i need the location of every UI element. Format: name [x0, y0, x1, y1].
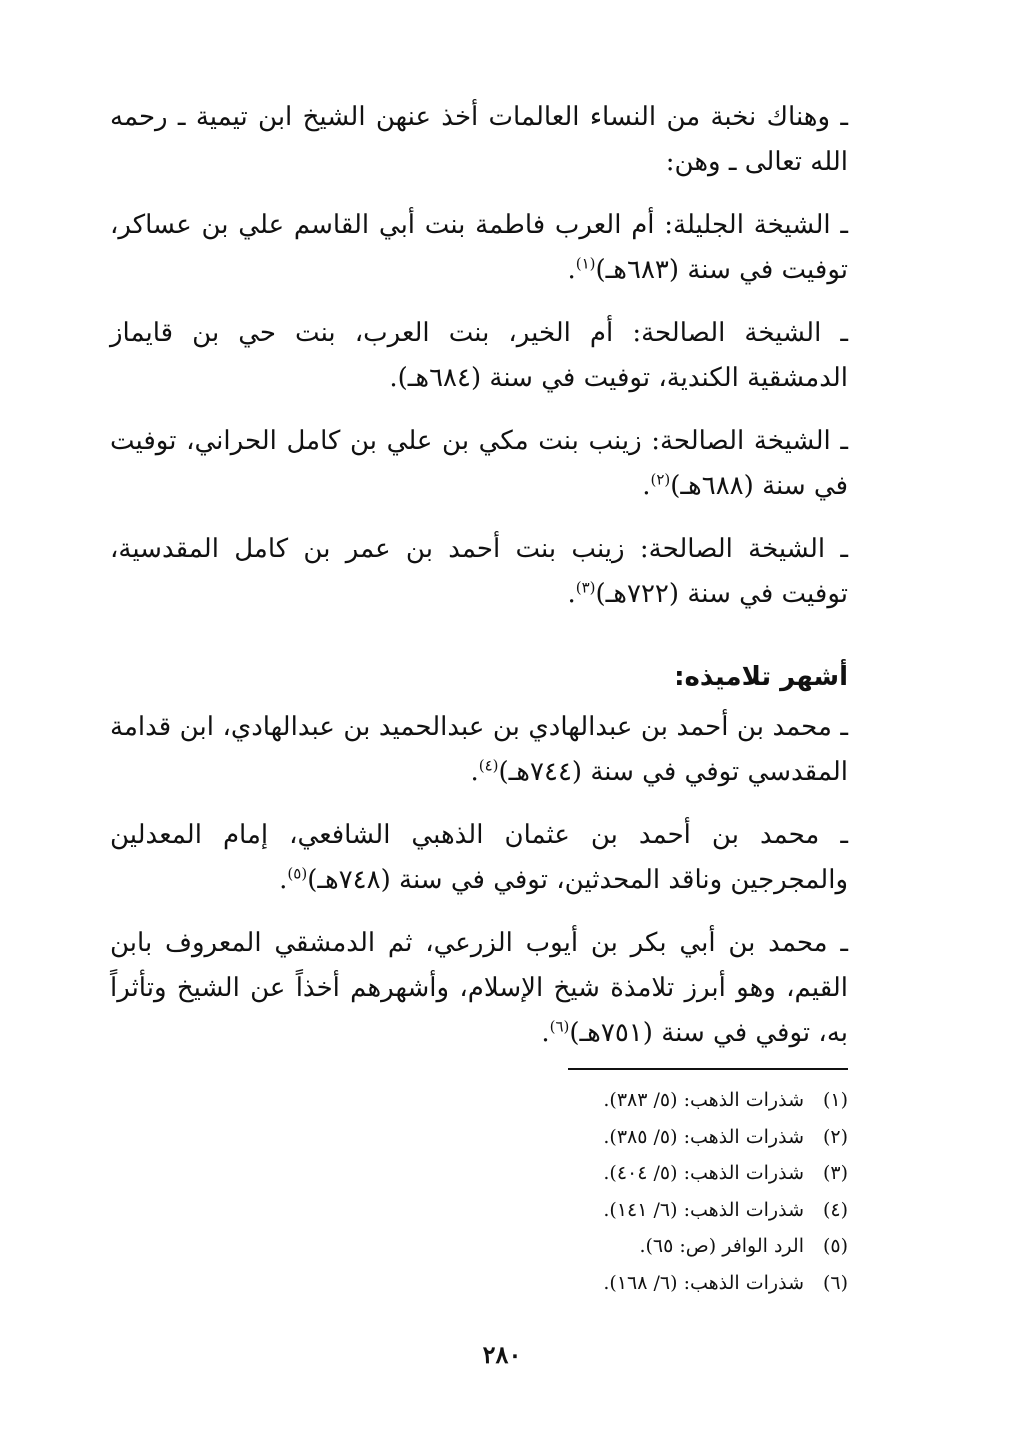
students-heading: أشهر تلاميذه:	[674, 662, 848, 692]
teacher-entry	[110, 311, 848, 401]
entry-text: ـ الشيخة الصالحة: زينب بنت أحمد بن عمر بن كامل المقدسية، توفيت في سنة (٧٢٢هـ)	[110, 534, 848, 609]
student-entry	[110, 705, 848, 795]
teacher-entry	[110, 527, 848, 617]
entry-end: .	[541, 1018, 550, 1048]
entry-end: .	[642, 471, 651, 501]
footnote-ref: (٤)	[478, 756, 499, 775]
footnote-ref: (٣)	[575, 578, 596, 597]
student-entry	[110, 813, 848, 903]
entry-end: .	[279, 865, 288, 895]
page-number: ٢٨٠	[482, 1340, 522, 1369]
footnote-text: شذرات الذهب: (٦/ ١٦٨).	[603, 1271, 804, 1294]
footnote-text: شذرات الذهب: (٥/ ٣٨٥).	[603, 1125, 804, 1148]
footnote-item	[430, 1192, 848, 1229]
footnote-number: (٢)	[822, 1125, 848, 1148]
student-entry	[110, 921, 848, 1056]
page-body	[110, 95, 848, 1074]
footnote-number: (٥)	[822, 1235, 848, 1257]
footnote-ref: (٥)	[287, 864, 308, 883]
footnote-item	[430, 1155, 848, 1192]
entry-end: .	[470, 757, 479, 787]
footnote-number: (٣)	[822, 1162, 848, 1184]
footnote-item	[430, 1082, 848, 1119]
footnote-text: الرد الوافر (ص: ٦٥).	[639, 1235, 804, 1257]
entry-text: ـ محمد بن أبي بكر بن أيوب الزرعي، ثم الدمشقي المعروف بابن القيم، وهو أبرز تلامذة شيخ الإسلام، وأشهرهم أخذاً عن الشيخ وتأثراً به، توفي في سنة (٧٥١هـ)	[110, 928, 848, 1048]
entry-end: .	[567, 255, 576, 285]
footnote-ref: (١)	[575, 254, 596, 273]
entry-text: ـ محمد بن أحمد بن عبدالهادي بن عبدالحميد بن عبدالهادي، ابن قدامة المقدسي توفي في سنة (٧٤٤هـ)	[110, 712, 848, 787]
footnote-divider	[568, 1068, 848, 1070]
intro-paragraph: ـ وهناك نخبة من النساء العالمات أخذ عنهن الشيخ ابن تيمية ـ رحمه الله تعالى ـ وهن:	[110, 102, 848, 177]
entry-text: ـ الشيخة الجليلة: أم العرب فاطمة بنت أبي القاسم علي بن عساكر، توفيت في سنة (٦٨٣هـ)	[110, 210, 848, 285]
entry-text: ـ محمد بن أحمد بن عثمان الذهبي الشافعي، إمام المعدلين والمجرجين وناقد المحدثين، توفي في سنة (٧٤٨هـ)	[110, 820, 848, 895]
footnote-ref: (٦)	[549, 1017, 570, 1036]
footnote-item	[430, 1228, 848, 1265]
entry-text: ـ الشيخة الصالحة: أم الخير، بنت العرب، بنت حي بن قايماز الدمشقية الكندية، توفيت في سنة (٦٨٤هـ).	[110, 318, 848, 393]
footnote-text: شذرات الذهب: (٥/ ٤٠٤).	[603, 1162, 804, 1184]
footnote-ref: (٢)	[650, 470, 671, 489]
teacher-entry	[110, 203, 848, 293]
footnote-text: شذرات الذهب: (٥/ ٣٨٣).	[603, 1089, 804, 1111]
footnote-item	[430, 1265, 848, 1302]
footnote-number: (١)	[822, 1089, 848, 1111]
footnote-number: (٤)	[822, 1198, 848, 1221]
entry-end: .	[567, 579, 576, 609]
footnotes-list	[430, 1082, 848, 1301]
entry-text: ـ الشيخة الصالحة: زينب بنت مكي بن علي بن كامل الحراني، توفيت في سنة (٦٨٨هـ)	[110, 426, 848, 501]
footnote-item	[430, 1119, 848, 1156]
teacher-entry	[110, 419, 848, 509]
footnote-number: (٦)	[822, 1271, 848, 1294]
footnote-text: شذرات الذهب: (٦/ ١٤١).	[603, 1198, 804, 1221]
